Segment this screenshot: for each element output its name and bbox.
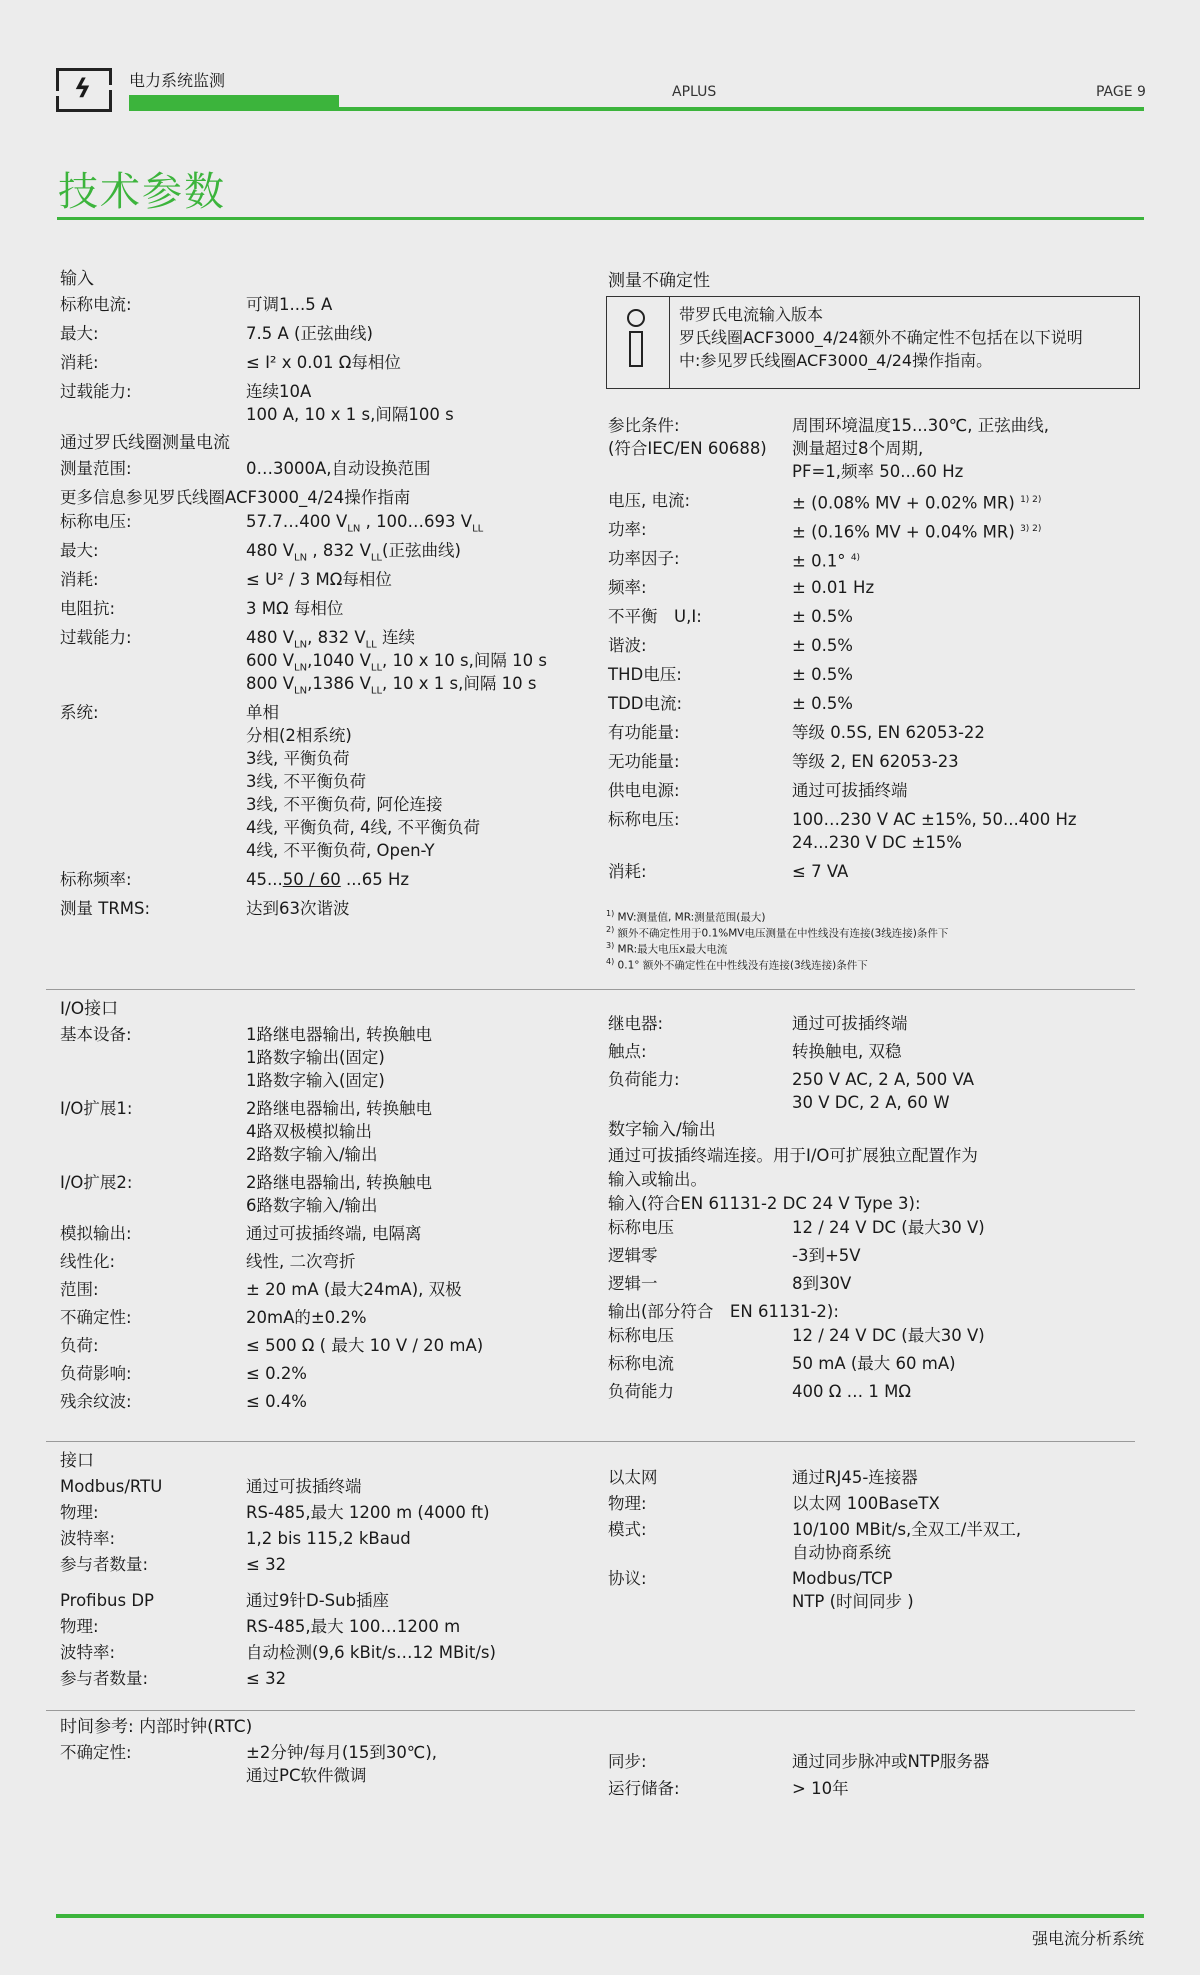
spec-label: Profibus DP: [60, 1591, 154, 1610]
spec-label: 物理:: [608, 1494, 647, 1513]
spec-value: ≤ 0.4%: [246, 1392, 307, 1411]
spec-text: 输出(部分符合 EN 61131-2):: [608, 1302, 839, 1321]
spec-value: 自动检测(9,6 kBit/s…12 MBit/s): [246, 1643, 496, 1662]
spec-value: PF=1,频率 50...60 Hz: [792, 462, 964, 481]
spec-label: 电阻抗:: [60, 599, 116, 618]
spec-value: 1路数字输入(固定): [246, 1071, 385, 1090]
spec-value: 4线, 平衡负荷, 4线, 不平衡负荷: [246, 818, 480, 837]
spec-value: 100 A, 10 x 1 s,间隔100 s: [246, 405, 454, 424]
info-icon: [607, 297, 670, 388]
spec-value: 3线, 平衡负荷: [246, 749, 350, 768]
spec-value: RS-485,最大 1200 m (4000 ft): [246, 1503, 490, 1522]
spec-label: 参比条件:: [608, 416, 680, 435]
section-heading: I/O接口: [60, 999, 119, 1019]
spec-value: 20mA的±0.2%: [246, 1308, 367, 1327]
spec-value: ≤ 7 VA: [792, 862, 849, 881]
spec-value: ± 0.5%: [792, 694, 853, 713]
spec-label: 波特率:: [60, 1529, 116, 1548]
spec-value: 分相(2相系统): [246, 726, 352, 745]
spec-label: 电压, 电流:: [608, 491, 691, 510]
spec-value: ± 0.5%: [792, 636, 853, 655]
spec-label: 系统:: [60, 703, 99, 722]
spec-value: 0…3000A,自动设换范围: [246, 459, 431, 478]
spec-value: 4路双极模拟输出: [246, 1122, 372, 1141]
uncertainty-heading: 测量不确定性: [608, 271, 710, 291]
divider-time: [46, 1710, 1135, 1711]
spec-value: 通过可拔插终端: [792, 1014, 908, 1033]
spec-value: 480 $V_{LN}$ , 832 $V_{LL}$(正弦曲线): [246, 541, 461, 564]
spec-value: 自动协商系统: [792, 1543, 891, 1562]
spec-label: 负荷能力: [608, 1382, 674, 1401]
spec-label: 不平衡 U,I:: [608, 607, 702, 626]
spec-value: 通过可拔插终端: [246, 1477, 362, 1496]
spec-label: 消耗:: [60, 353, 99, 372]
title-rule: [57, 217, 1144, 220]
spec-label: 负荷:: [60, 1336, 99, 1355]
spec-value: ± 0.01 Hz: [792, 578, 875, 597]
spec-label: 最大:: [60, 324, 99, 343]
spec-value: ± (0.08% MV + 0.02% MR) $^{1) 2)}$: [792, 493, 1042, 513]
spec-label: 测量范围:: [60, 459, 132, 478]
spec-value: 12 / 24 V DC (最大30 V): [792, 1218, 985, 1237]
spec-text: 通过可拔插终端连接。用于I/O可扩展独立配置作为: [608, 1146, 978, 1165]
spec-value: -3到+5V: [792, 1246, 861, 1265]
spec-label: 逻辑零: [608, 1246, 658, 1265]
spec-value: 测量超过8个周期,: [792, 439, 924, 458]
spec-value: 达到63次谐波: [246, 899, 350, 918]
spec-label: 模式:: [608, 1520, 647, 1539]
footnote: $^{1)}$ MV:测量值, MR:测量范围(最大): [606, 909, 766, 924]
spec-value: 周围环境温度15...30℃, 正弦曲线,: [792, 416, 1049, 435]
spec-value: ± 0.5%: [792, 665, 853, 684]
spec-label: 标称电压: [608, 1326, 674, 1345]
spec-value: ±2分钟/每月(15到30℃),: [246, 1743, 438, 1762]
spec-value: RS-485,最大 100…1200 m: [246, 1617, 461, 1636]
spec-value: ≤ 32: [246, 1669, 287, 1688]
spec-label: 标称电压: [608, 1218, 674, 1237]
spec-value: 800 $V_{LN},1386$ $V_{LL}$, 10 x 1 s,间隔 10 s: [246, 674, 537, 697]
note-line: 罗氏线圈ACF3000_4/24额外不确定性不包括在以下说明: [679, 328, 1083, 347]
footer-title: 强电流分析系统: [1031, 1929, 1144, 1948]
footnote: $^{4)}$ 0.1° 额外不确定性在中性线没有连接(3线连接)条件下: [606, 957, 868, 972]
spec-label: 基本设备:: [60, 1025, 132, 1044]
spec-value: 480 $V_{LN}$, 832 $V_{LL}$ 连续: [246, 628, 416, 651]
spec-value: NTP (时间同步 ): [792, 1592, 914, 1611]
spec-value: 等级 2, EN 62053-23: [792, 752, 959, 771]
page-number: PAGE 9: [1096, 84, 1146, 100]
spec-value: 1路数字输出(固定): [246, 1048, 385, 1067]
spec-label: 协议:: [608, 1569, 647, 1588]
spec-label: 标称电压:: [60, 512, 132, 531]
spec-label: 无功能量:: [608, 752, 680, 771]
spec-label: 继电器:: [608, 1014, 664, 1033]
footnote: $^{2)}$ 额外不确定性用于0.1%MV电压测量在中性线没有连接(3线连接)条件下: [606, 925, 949, 940]
spec-label: Modbus/RTU: [60, 1477, 163, 1496]
spec-label: 标称电流: [608, 1354, 674, 1373]
spec-value: 2路继电器输出, 转换触电: [246, 1099, 432, 1118]
spec-label: 物理:: [60, 1617, 99, 1636]
spec-value: 1,2 bis 115,2 kBaud: [246, 1529, 411, 1548]
spec-label: 参与者数量:: [60, 1669, 149, 1688]
spec-label: 测量 TRMS:: [60, 899, 151, 918]
spec-value: ≤ I² x 0.01 Ω每相位: [246, 353, 401, 372]
spec-label: I/O扩展1:: [60, 1099, 133, 1118]
spec-label-sub: (符合IEC/EN 60688): [608, 439, 767, 458]
spec-text: 输入或输出。: [608, 1170, 707, 1189]
spec-label: 过载能力:: [60, 382, 132, 401]
spec-label: THD电压:: [608, 665, 682, 684]
spec-label: 运行储备:: [608, 1779, 680, 1798]
spec-label: TDD电流:: [608, 694, 683, 713]
spec-label: 有功能量:: [608, 723, 680, 742]
spec-value: ≤ U² / 3 MΩ每相位: [246, 570, 392, 589]
info-note-text: [679, 303, 1083, 372]
footnote: $^{3)}$ MR:最大电压x最大电流: [606, 941, 728, 956]
spec-label: 同步:: [608, 1752, 647, 1771]
spec-label: 范围:: [60, 1280, 99, 1299]
spec-label: 消耗:: [608, 862, 647, 881]
spec-value: 6路数字输入/输出: [246, 1196, 378, 1215]
spec-value: > 10年: [792, 1779, 849, 1798]
spec-label: 物理:: [60, 1503, 99, 1522]
spec-value: 可调1...5 A: [246, 295, 333, 314]
spec-value: 4线, 不平衡负荷, Open-Y: [246, 841, 435, 860]
spec-label: 负荷能力:: [608, 1070, 680, 1089]
spec-value: ± 0.1° $^{4)}$: [792, 551, 861, 571]
spec-value: 通过可拔插终端: [792, 781, 908, 800]
spec-value: 通过RJ45-连接器: [792, 1468, 918, 1487]
header-rule: [129, 107, 1144, 111]
divider-io: [46, 989, 1135, 990]
section-heading: 输入: [60, 269, 94, 289]
spec-value: 通过9针D-Sub插座: [246, 1591, 390, 1610]
spec-value: Modbus/TCP: [792, 1569, 893, 1588]
spec-value: 12 / 24 V DC (最大30 V): [792, 1326, 985, 1345]
spec-label: 标称电流:: [60, 295, 132, 314]
spec-label: 过载能力:: [60, 628, 132, 647]
spec-value: 连续10A: [246, 382, 312, 401]
spec-value: 通过同步脉冲或NTP服务器: [792, 1752, 990, 1771]
spec-label: 逻辑一: [608, 1274, 658, 1293]
spec-value: ± (0.16% MV + 0.04% MR) $^{3) 2)}$: [792, 522, 1042, 542]
spec-value: 400 Ω … 1 MΩ: [792, 1382, 911, 1401]
spec-value: ± 20 mA (最大24mA), 双极: [246, 1280, 462, 1299]
section-heading: 通过罗氏线圈测量电流: [60, 433, 230, 453]
section-heading: 数字输入/输出: [608, 1120, 716, 1140]
spec-value: 30 V DC, 2 A, 60 W: [792, 1093, 950, 1112]
spec-value: ± 0.5%: [792, 607, 853, 626]
spec-value: 单相: [246, 703, 279, 722]
spec-label: 消耗:: [60, 570, 99, 589]
header-brand: APLUS: [672, 84, 717, 100]
spec-value: 2路继电器输出, 转换触电: [246, 1173, 432, 1192]
note-line: 带罗氏电流输入版本: [679, 305, 824, 324]
logo: [56, 68, 112, 112]
spec-label: 功率:: [608, 520, 647, 539]
spec-label: 触点:: [608, 1042, 647, 1061]
spec-value: 7.5 A (正弦曲线): [246, 324, 373, 343]
spec-label: 模拟输出:: [60, 1224, 132, 1243]
spec-label: 最大:: [60, 541, 99, 560]
spec-value: 转换触电, 双稳: [792, 1042, 902, 1061]
spec-label: 频率:: [608, 578, 647, 597]
spec-label: 标称频率:: [60, 870, 132, 889]
section-heading: 时间参考: 内部时钟(RTC): [60, 1717, 253, 1737]
spec-value: 3线, 不平衡负荷: [246, 772, 366, 791]
spec-value: ≤ 0.2%: [246, 1364, 307, 1383]
spec-label: 不确定性:: [60, 1308, 132, 1327]
spec-label: I/O扩展2:: [60, 1173, 133, 1192]
section-heading: 接口: [60, 1451, 94, 1471]
spec-value: 通过PC软件微调: [246, 1766, 367, 1785]
spec-value: 45...50 / 60 ...65 Hz: [246, 870, 410, 889]
spec-text: 更多信息参见罗氏线圈ACF3000_4/24操作指南: [60, 488, 411, 507]
spec-value: 以太网 100BaseTX: [792, 1494, 940, 1513]
spec-label: 残余纹波:: [60, 1392, 132, 1411]
spec-label: 谐波:: [608, 636, 647, 655]
spec-value: 24...230 V DC ±15%: [792, 833, 962, 852]
header-section-title: 电力系统监测: [129, 71, 226, 90]
note-line: 中:参见罗氏线圈ACF3000_4/24操作指南。: [679, 351, 993, 370]
footer-rule: [56, 1914, 1144, 1918]
info-note: [606, 296, 1140, 389]
spec-value: 250 V AC, 2 A, 500 VA: [792, 1070, 975, 1089]
page-title: 技术参数: [58, 169, 226, 215]
spec-label: 不确定性:: [60, 1743, 132, 1762]
spec-value: 通过可拔插终端, 电隔离: [246, 1224, 422, 1243]
spec-text: 输入(符合EN 61131-2 DC 24 V Type 3):: [608, 1194, 921, 1213]
spec-value: ≤ 32: [246, 1555, 287, 1574]
spec-value: 57.7…400 $V_{LN}$ , 100…693 $V_{LL}$: [246, 512, 484, 535]
spec-label: 参与者数量:: [60, 1555, 149, 1574]
spec-label: 供电电源:: [608, 781, 680, 800]
spec-label: 线性化:: [60, 1252, 116, 1271]
spec-value: 等级 0.5S, EN 62053-22: [792, 723, 985, 742]
spec-label: 波特率:: [60, 1643, 116, 1662]
spec-value: 10/100 MBit/s,全双工/半双工,: [792, 1520, 1022, 1539]
spec-label: 功率因子:: [608, 549, 680, 568]
spec-value: 3线, 不平衡负荷, 阿伦连接: [246, 795, 443, 814]
spec-value: 100…230 V AC ±15%, 50...400 Hz: [792, 810, 1077, 829]
spec-value: 线性, 二次弯折: [246, 1252, 356, 1271]
spec-value: 50 mA (最大 60 mA): [792, 1354, 956, 1373]
spec-label: 标称电压:: [608, 810, 680, 829]
spec-value: 600 $V_{LN},1040$ $V_{LL}$, 10 x 10 s,间隔 10 s: [246, 651, 547, 674]
spec-value: ≤ 500 Ω ( 最大 10 V / 20 mA): [246, 1336, 484, 1355]
spec-label: 负荷影响:: [60, 1364, 132, 1383]
spec-value: 8到30V: [792, 1274, 852, 1293]
spec-value: 1路继电器输出, 转换触电: [246, 1025, 432, 1044]
divider-interfaces: [46, 1441, 1135, 1442]
spec-label: 以太网: [608, 1468, 658, 1487]
lightning-bolt-icon: ϟ: [74, 74, 92, 104]
spec-value: 2路数字输入/输出: [246, 1145, 378, 1164]
spec-value: 3 MΩ 每相位: [246, 599, 344, 618]
